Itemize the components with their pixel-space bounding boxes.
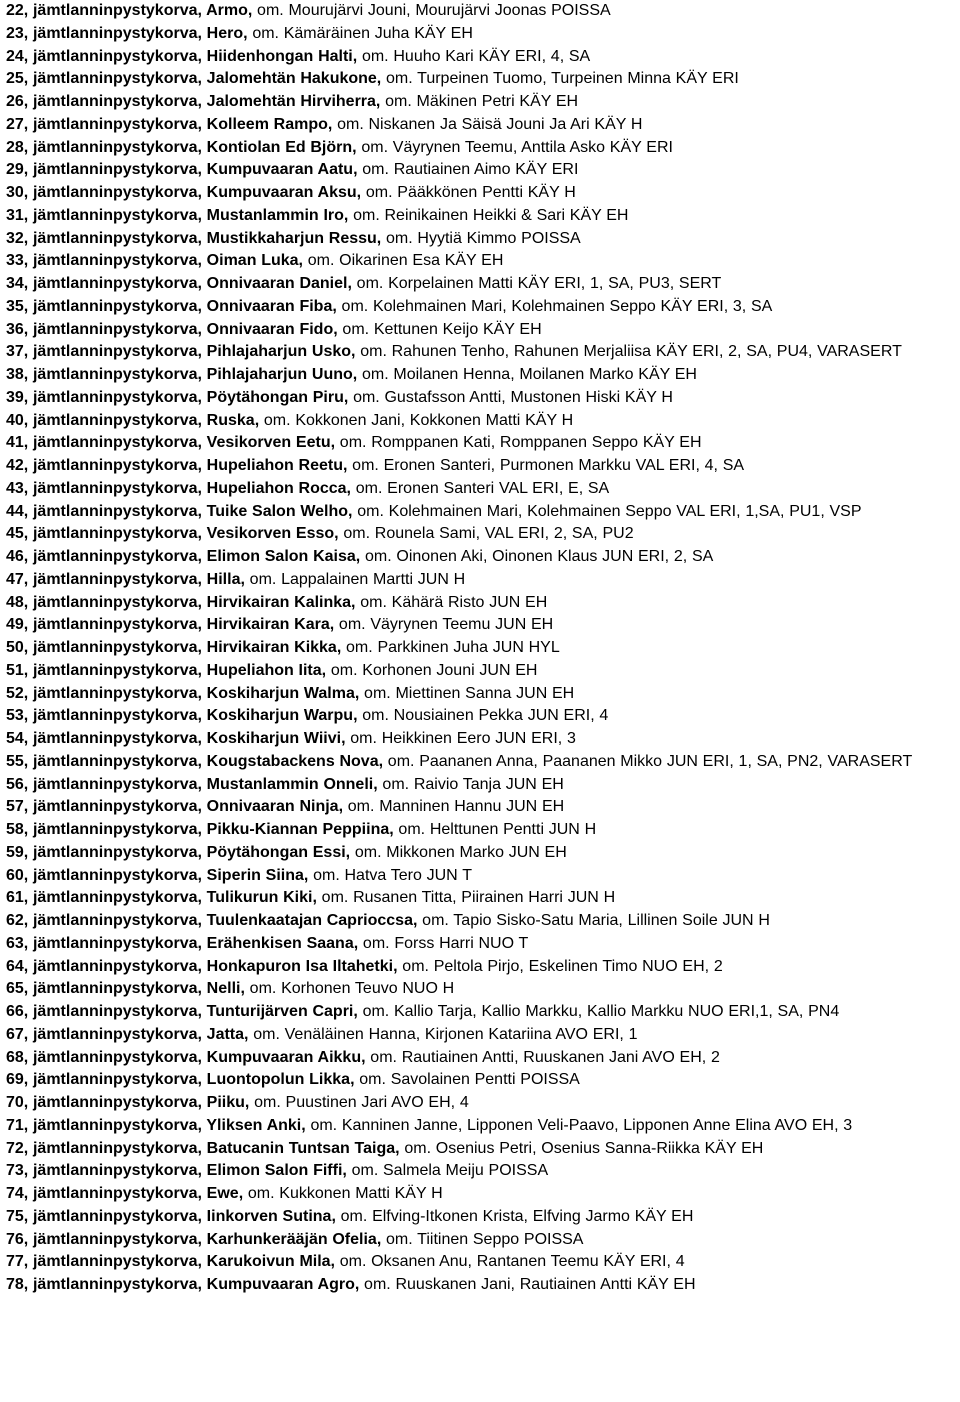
dog-name: 28, jämtlanninpystykorva, Kontiolan Ed Björn, (6, 138, 357, 156)
owner-result: om. Puustinen Jari AVO EH, 4 (249, 1094, 469, 1111)
owner-result: om. Väyrynen Teemu JUN EH (334, 616, 554, 634)
dog-name: 69, jämtlanninpystykorva, Luontopolun Likka, (6, 1071, 355, 1089)
result-entry (6, 523, 952, 546)
owner-result: om. Nousiainen Pekka JUN ERI, 4 (357, 707, 609, 725)
dog-name: 43, jämtlanninpystykorva, Hupeliahon Rocca, (6, 479, 352, 497)
result-entry (6, 819, 952, 842)
owner-result: om. Kämäräinen Juha KÄY EH (247, 24, 473, 42)
owner-result: om. Helttunen Pentti JUN H (393, 821, 597, 838)
owner-result: om. Heikkinen Eero JUN ERI, 3 (345, 730, 576, 747)
result-entry (6, 910, 952, 933)
owner-result: om. Manninen Hannu JUN EH (343, 798, 565, 816)
result-entry (6, 796, 952, 819)
owner-result: om. Forss Harri NUO T (358, 934, 529, 952)
result-entry (6, 501, 952, 524)
dog-name: 32, jämtlanninpystykorva, Mustikkaharjun Ressu, (6, 229, 382, 247)
result-entry (6, 933, 952, 956)
result-entry (6, 250, 952, 273)
owner-result: om. Hatva Tero JUN T (308, 866, 472, 884)
dog-name: 54, jämtlanninpystykorva, Koskiharjun Wiivi, (6, 730, 346, 747)
owner-result: om. Hyytiä Kimmo POISSA (381, 229, 581, 247)
dog-name: 47, jämtlanninpystykorva, Hilla, (6, 570, 245, 588)
result-entry (6, 228, 952, 251)
result-entry (6, 410, 952, 433)
result-entry (6, 1274, 952, 1297)
result-entry (6, 341, 952, 364)
dog-name: 30, jämtlanninpystykorva, Kumpuvaaran Aksu, (6, 184, 362, 201)
result-entry (6, 1024, 952, 1047)
dog-name: 55, jämtlanninpystykorva, Kougstabackens Nova, (6, 752, 384, 770)
result-entry (6, 1092, 952, 1115)
owner-result: om. Miettinen Sanna JUN EH (359, 684, 575, 702)
dog-name: 22, jämtlanninpystykorva, Armo, (6, 2, 253, 19)
owner-result: om. Venäläinen Hanna, Kirjonen Katariina AVO ERI, 1 (248, 1025, 638, 1043)
owner-result: om. Rahunen Tenho, Rahunen Merjaliisa KÄY ERI, 2, SA, PU4, VARASERT (355, 343, 902, 361)
dog-name: 42, jämtlanninpystykorva, Hupeliahon Reetu, (6, 457, 348, 474)
owner-result: om. Korhonen Jouni JUN EH (326, 661, 538, 679)
owner-result: om. Kukkonen Matti KÄY H (243, 1185, 443, 1202)
owner-result: om. Kettunen Keijo KÄY EH (337, 320, 542, 338)
result-entry (6, 114, 952, 137)
owner-result: om. Elfving-Itkonen Krista, Elfving Jarmo KÄY EH (335, 1207, 694, 1225)
result-entry (6, 1138, 952, 1161)
owner-result: om. Oikarinen Esa KÄY EH (303, 252, 504, 270)
dog-name: 64, jämtlanninpystykorva, Honkapuron Isa Iltahetki, (6, 957, 398, 975)
result-entry (6, 660, 952, 683)
dog-name: 62, jämtlanninpystykorva, Tuulenkaatajan Caprioccsa, (6, 912, 418, 929)
owner-result: om. Huuho Kari KÄY ERI, 4, SA (357, 47, 591, 65)
result-entry (6, 887, 952, 910)
dog-name: 33, jämtlanninpystykorva, Oiman Luka, (6, 252, 304, 270)
dog-name: 36, jämtlanninpystykorva, Onnivaaran Fido, (6, 320, 338, 338)
dog-name: 50, jämtlanninpystykorva, Hirvikairan Kikka, (6, 639, 342, 656)
result-entry (6, 1251, 952, 1274)
dog-name: 27, jämtlanninpystykorva, Kolleem Rampo, (6, 115, 333, 133)
dog-name: 44, jämtlanninpystykorva, Tuike Salon Welho, (6, 502, 353, 520)
result-entry (6, 569, 952, 592)
dog-name: 76, jämtlanninpystykorva, Karhunkerääjän Ofelia, (6, 1230, 382, 1248)
dog-name: 75, jämtlanninpystykorva, Iinkorven Sutina, (6, 1207, 336, 1225)
owner-result: om. Eronen Santeri VAL ERI, E, SA (351, 479, 610, 497)
result-entry (6, 319, 952, 342)
owner-result: om. Kolehmainen Mari, Kolehmainen Seppo VAL ERI, 1,SA, PU1, VSP (352, 502, 862, 520)
result-entry (6, 683, 952, 706)
dog-name: 52, jämtlanninpystykorva, Koskiharjun Walma, (6, 684, 360, 702)
dog-name: 72, jämtlanninpystykorva, Batucanin Tuntsan Taiga, (6, 1139, 400, 1157)
dog-name: 39, jämtlanninpystykorva, Pöytähongan Piru, (6, 388, 349, 406)
result-entry (6, 478, 952, 501)
result-entry (6, 364, 952, 387)
owner-result: om. Mourujärvi Jouni, Mourujärvi Joonas POISSA (252, 2, 611, 19)
dog-name: 26, jämtlanninpystykorva, Jalomehtän Hirviherra, (6, 93, 381, 110)
result-entry (6, 592, 952, 615)
owner-result: om. Osenius Petri, Osenius Sanna-Riikka KÄY EH (399, 1139, 764, 1157)
dog-name: 35, jämtlanninpystykorva, Onnivaaran Fiba, (6, 297, 337, 315)
owner-result: om. Rautiainen Aimo KÄY ERI (357, 161, 579, 179)
owner-result: om. Kallio Tarja, Kallio Markku, Kallio Markku NUO ERI,1, SA, PN4 (357, 1003, 840, 1020)
owner-result: om. Väyrynen Teemu, Anttila Asko KÄY ERI (356, 138, 673, 156)
dog-name: 24, jämtlanninpystykorva, Hiidenhongan Halti, (6, 47, 358, 65)
dog-name: 41, jämtlanninpystykorva, Vesikorven Eetu, (6, 434, 336, 452)
result-entry (6, 865, 952, 888)
result-entry (6, 1206, 952, 1229)
dog-name: 68, jämtlanninpystykorva, Kumpuvaaran Aikku, (6, 1048, 366, 1066)
owner-result: om. Pääkkönen Pentti KÄY H (361, 184, 576, 201)
result-entry (6, 751, 952, 774)
owner-result: om. Kokkonen Jani, Kokkonen Matti KÄY H (259, 411, 574, 429)
dog-name: 65, jämtlanninpystykorva, Nelli, (6, 980, 245, 998)
dog-name: 53, jämtlanninpystykorva, Koskiharjun Warpu, (6, 707, 358, 725)
result-entry (6, 23, 952, 46)
dog-name: 77, jämtlanninpystykorva, Karukoivun Mila, (6, 1253, 336, 1271)
owner-result: om. Eronen Santeri, Purmonen Markku VAL ERI, 4, SA (347, 457, 745, 474)
dog-name: 70, jämtlanninpystykorva, Piiku, (6, 1094, 250, 1111)
result-entry (6, 432, 952, 455)
result-entry (6, 978, 952, 1001)
owner-result: om. Rautiainen Antti, Ruuskanen Jani AVO EH, 2 (365, 1048, 720, 1066)
dog-name: 66, jämtlanninpystykorva, Tunturijärven Capri, (6, 1003, 358, 1020)
dog-name: 48, jämtlanninpystykorva, Hirvikairan Kalinka, (6, 593, 356, 611)
dog-name: 73, jämtlanninpystykorva, Elimon Salon Fiffi, (6, 1162, 347, 1180)
result-entry (6, 455, 952, 478)
dog-name: 58, jämtlanninpystykorva, Pikku-Kiannan Peppiina, (6, 821, 394, 838)
result-entry (6, 1160, 952, 1183)
result-entry (6, 1069, 952, 1092)
result-entry (6, 91, 952, 114)
dog-name: 67, jämtlanninpystykorva, Jatta, (6, 1025, 249, 1043)
dog-name: 63, jämtlanninpystykorva, Erähenkisen Saana, (6, 934, 359, 952)
dog-name: 40, jämtlanninpystykorva, Ruska, (6, 411, 260, 429)
result-entry (6, 1047, 952, 1070)
owner-result: om. Salmela Meiju POISSA (346, 1162, 549, 1180)
dog-name: 59, jämtlanninpystykorva, Pöytähongan Essi, (6, 843, 351, 861)
dog-name: 60, jämtlanninpystykorva, Siperin Siina, (6, 866, 309, 884)
dog-name: 29, jämtlanninpystykorva, Kumpuvaaran Aatu, (6, 161, 358, 179)
result-entry (6, 1001, 952, 1024)
result-entry (6, 0, 952, 23)
result-entry (6, 1115, 952, 1138)
result-entry (6, 614, 952, 637)
result-entry (6, 774, 952, 797)
dog-name: 25, jämtlanninpystykorva, Jalomehtän Hakukone, (6, 70, 382, 88)
owner-result: om. Oinonen Aki, Oinonen Klaus JUN ERI, 2, SA (360, 548, 714, 565)
owner-result: om. Reinikainen Heikki & Sari KÄY EH (348, 206, 629, 224)
dog-name: 71, jämtlanninpystykorva, Yliksen Anki, (6, 1116, 306, 1134)
owner-result: om. Moilanen Henna, Moilanen Marko KÄY EH (357, 366, 697, 383)
result-entry (6, 728, 952, 751)
owner-result: om. Niskanen Ja Säisä Jouni Ja Ari KÄY H (332, 115, 643, 133)
dog-name: 34, jämtlanninpystykorva, Onnivaaran Daniel, (6, 275, 352, 292)
dog-name: 37, jämtlanninpystykorva, Pihlajaharjun Usko, (6, 343, 356, 361)
result-entry (6, 387, 952, 410)
owner-result: om. Rusanen Titta, Piirainen Harri JUN H (316, 889, 616, 907)
owner-result: om. Peltola Pirjo, Eskelinen Timo NUO EH, 2 (397, 957, 723, 975)
owner-result: om. Ruuskanen Jani, Rautiainen Antti KÄY EH (359, 1276, 696, 1293)
owner-result: om. Oksanen Anu, Rantanen Teemu KÄY ERI, 4 (335, 1253, 685, 1271)
result-entry (6, 842, 952, 865)
result-entry (6, 956, 952, 979)
result-entry (6, 1183, 952, 1206)
owner-result: om. Lappalainen Martti JUN H (244, 570, 466, 588)
dog-name: 56, jämtlanninpystykorva, Mustanlammin Onneli, (6, 775, 378, 793)
owner-result: om. Raivio Tanja JUN EH (377, 775, 564, 793)
owner-result: om. Tiitinen Seppo POISSA (381, 1230, 584, 1248)
owner-result: om. Turpeinen Tuomo, Turpeinen Minna KÄY ERI (381, 70, 739, 88)
result-entry (6, 68, 952, 91)
result-entry (6, 182, 952, 205)
owner-result: om. Kanninen Janne, Lipponen Veli-Paavo, Lipponen Anne Elina AVO EH, 3 (305, 1116, 853, 1134)
dog-name: 23, jämtlanninpystykorva, Hero, (6, 24, 248, 42)
owner-result: om. Parkkinen Juha JUN HYL (341, 639, 560, 656)
result-entry (6, 705, 952, 728)
result-entry (6, 296, 952, 319)
owner-result: om. Paananen Anna, Paananen Mikko JUN ERI, 1, SA, PN2, VARASERT (383, 752, 913, 770)
owner-result: om. Gustafsson Antti, Mustonen Hiski KÄY H (348, 388, 673, 406)
dog-name: 45, jämtlanninpystykorva, Vesikorven Esso, (6, 525, 339, 543)
dog-name: 74, jämtlanninpystykorva, Ewe, (6, 1185, 244, 1202)
dog-name: 78, jämtlanninpystykorva, Kumpuvaaran Agro, (6, 1276, 360, 1293)
owner-result: om. Savolainen Pentti POISSA (354, 1071, 580, 1089)
dog-name: 38, jämtlanninpystykorva, Pihlajaharjun Uuno, (6, 366, 358, 383)
owner-result: om. Korpelainen Matti KÄY ERI, 1, SA, PU3, SERT (351, 275, 722, 292)
dog-name: 51, jämtlanninpystykorva, Hupeliahon Iita, (6, 661, 327, 679)
dog-name: 31, jämtlanninpystykorva, Mustanlammin Iro, (6, 206, 349, 224)
owner-result: om. Mäkinen Petri KÄY EH (380, 93, 579, 110)
result-entry (6, 546, 952, 569)
owner-result: om. Tapio Sisko-Satu Maria, Lillinen Soile JUN H (417, 912, 770, 929)
dog-name: 46, jämtlanninpystykorva, Elimon Salon Kaisa, (6, 548, 361, 565)
owner-result: om. Korhonen Teuvo NUO H (244, 980, 455, 998)
result-entry (6, 46, 952, 69)
owner-result: om. Romppanen Kati, Romppanen Seppo KÄY EH (335, 434, 702, 452)
result-entry (6, 159, 952, 182)
result-entry (6, 137, 952, 160)
result-entry (6, 205, 952, 228)
owner-result: om. Kähärä Risto JUN EH (355, 593, 548, 611)
dog-name: 61, jämtlanninpystykorva, Tulikurun Kiki, (6, 889, 317, 907)
dog-name: 57, jämtlanninpystykorva, Onnivaaran Ninja, (6, 798, 344, 816)
owner-result: om. Kolehmainen Mari, Kolehmainen Seppo KÄY ERI, 3, SA (336, 297, 773, 315)
dog-name: 49, jämtlanninpystykorva, Hirvikairan Kara, (6, 616, 335, 634)
owner-result: om. Rounela Sami, VAL ERI, 2, SA, PU2 (338, 525, 634, 543)
result-entry (6, 273, 952, 296)
result-entry (6, 1229, 952, 1252)
result-entry (6, 637, 952, 660)
owner-result: om. Mikkonen Marko JUN EH (350, 843, 567, 861)
